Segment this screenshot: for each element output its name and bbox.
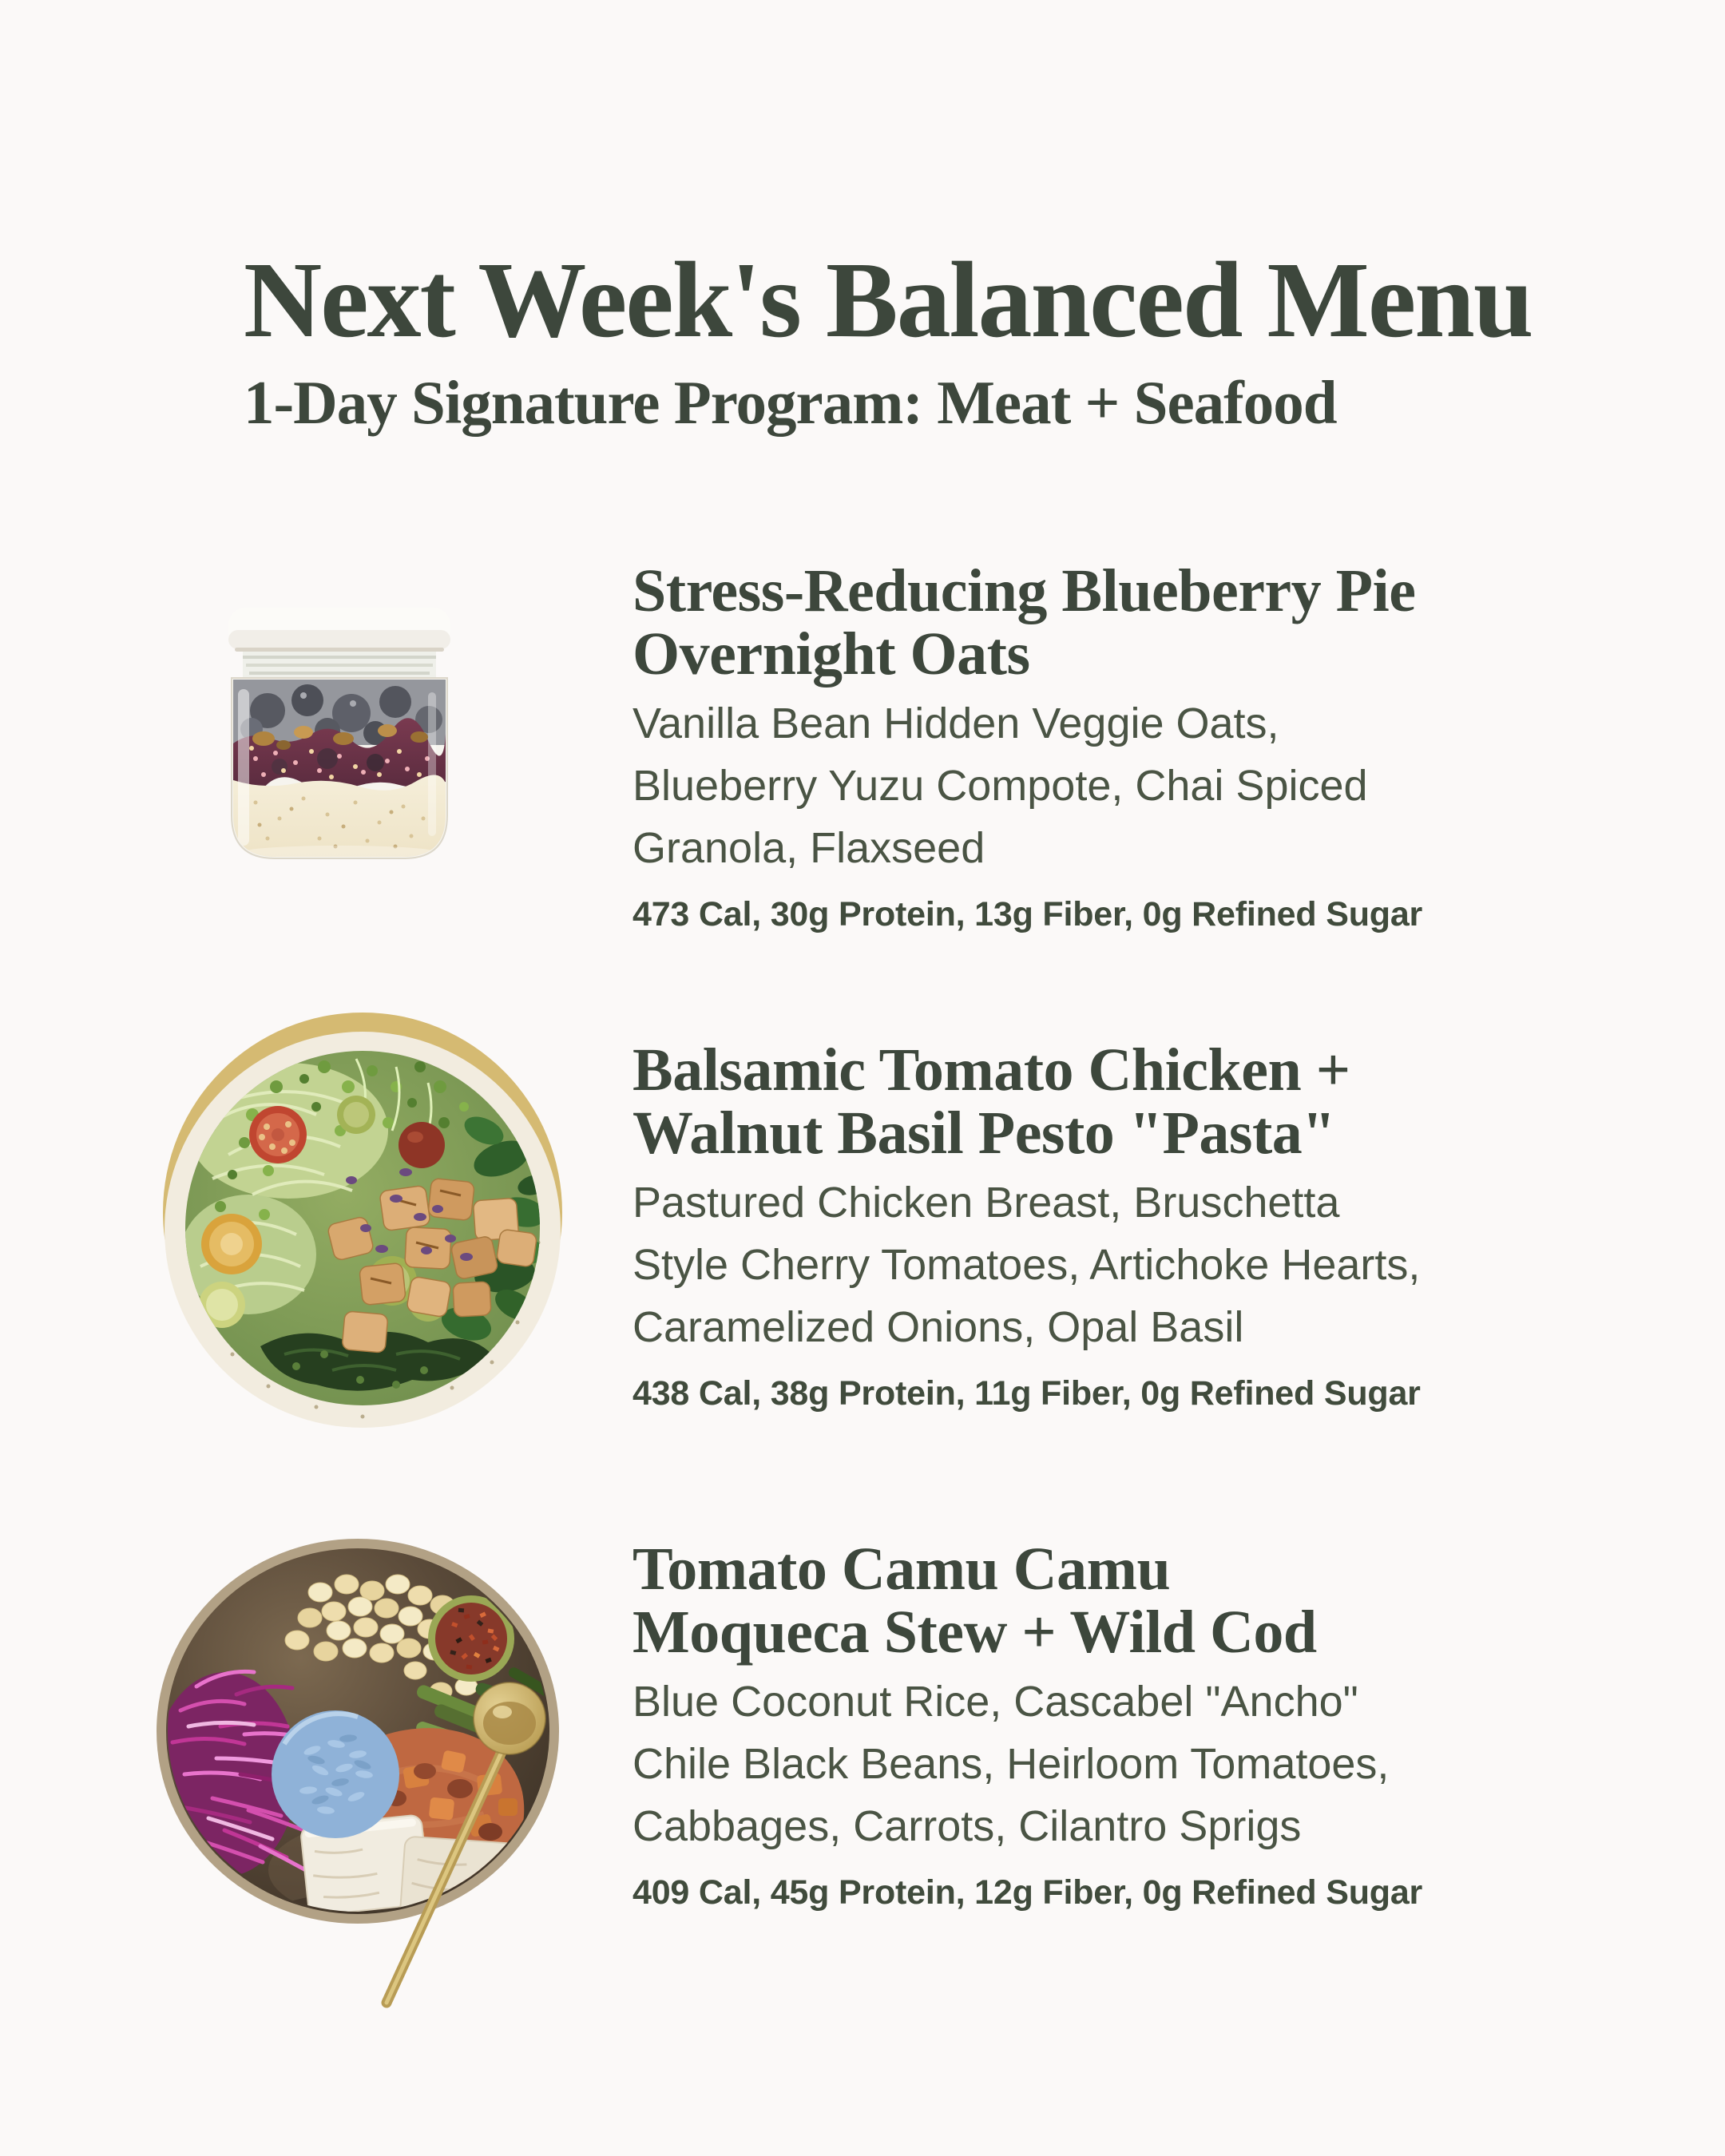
jar-lid bbox=[228, 608, 450, 652]
meal-description-line: Vanilla Bean Hidden Veggie Oats, bbox=[632, 700, 1279, 747]
meal-title bbox=[632, 557, 1623, 688]
page-subtitle: 1-Day Signature Program: Meat + Seafood bbox=[244, 368, 1337, 437]
meal-section-chicken-pesto bbox=[632, 1036, 1623, 1414]
meal-description bbox=[632, 1671, 1623, 1857]
meal-nutrition: 409 Cal, 45g Protein, 12g Fiber, 0g Refined Sugar bbox=[632, 1873, 1423, 1912]
moqueca-stew-bowl-photo bbox=[149, 1535, 596, 2014]
meal-description bbox=[632, 1171, 1623, 1358]
meal-section-overnight-oats bbox=[632, 557, 1623, 935]
meal-description-line: Granola, Flaxseed bbox=[632, 824, 985, 872]
meal-nutrition: 473 Cal, 30g Protein, 13g Fiber, 0g Refined Sugar bbox=[632, 895, 1423, 933]
meal-section-moqueca-cod bbox=[632, 1538, 1623, 1913]
meal-title bbox=[632, 1538, 1623, 1664]
meal-description-line: Caramelized Onions, Opal Basil bbox=[632, 1303, 1244, 1351]
meal-title-line: Tomato Camu Camu bbox=[632, 1536, 1171, 1603]
meal-description-line: Blue Coconut Rice, Cascabel "Ancho" bbox=[632, 1678, 1358, 1726]
menu-header bbox=[244, 240, 1533, 437]
meal-title-line: Walnut Basil Pesto "Pasta" bbox=[632, 1100, 1335, 1167]
meal-title-line: Stress-Reducing Blueberry Pie bbox=[632, 557, 1416, 624]
meal-description-line: Cabbages, Carrots, Cilantro Sprigs bbox=[632, 1802, 1302, 1850]
meal-description-line: Style Cherry Tomatoes, Artichoke Hearts, bbox=[632, 1241, 1421, 1289]
meal-title-line: Moqueca Stew + Wild Cod bbox=[632, 1599, 1317, 1666]
meal-title bbox=[632, 1036, 1623, 1167]
meal-title-line: Overnight Oats bbox=[632, 620, 1030, 688]
chicken-pesto-bowl-photo bbox=[157, 1011, 569, 1428]
meal-title-line: Balsamic Tomato Chicken + bbox=[632, 1036, 1350, 1104]
meal-description bbox=[632, 692, 1623, 879]
overnight-oats-jar-photo bbox=[208, 603, 471, 866]
meal-description-line: Pastured Chicken Breast, Bruschetta bbox=[632, 1179, 1340, 1227]
jar-contents bbox=[233, 680, 446, 858]
blue-coconut-rice bbox=[272, 1710, 399, 1838]
page-title: Next Week's Balanced Menu bbox=[244, 240, 1533, 360]
meal-description-line: Chile Black Beans, Heirloom Tomatoes, bbox=[632, 1740, 1390, 1788]
meal-description-line: Blueberry Yuzu Compote, Chai Spiced bbox=[632, 762, 1368, 810]
meal-nutrition: 438 Cal, 38g Protein, 11g Fiber, 0g Refined Sugar bbox=[632, 1374, 1421, 1413]
